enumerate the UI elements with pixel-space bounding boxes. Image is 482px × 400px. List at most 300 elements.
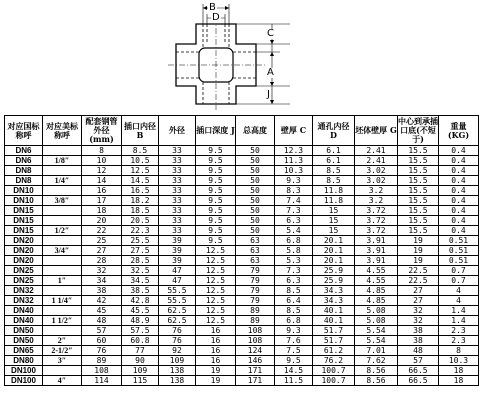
table-cell: 51.7 xyxy=(313,326,355,336)
table-cell xyxy=(43,326,82,336)
table-cell: 20.1 xyxy=(313,246,355,256)
table-cell: 79 xyxy=(236,286,275,296)
table-cell: 8 xyxy=(82,146,122,156)
table-cell: 57 xyxy=(398,356,439,366)
table-row xyxy=(5,236,479,246)
table-cell: 9.5 xyxy=(196,156,236,166)
table-cell: 20.1 xyxy=(313,236,355,246)
table-cell: 79 xyxy=(236,276,275,286)
table-cell: 33 xyxy=(159,226,196,236)
table-row xyxy=(5,216,479,226)
table-cell: 4.55 xyxy=(355,266,398,276)
table-cell: 5.54 xyxy=(355,336,398,346)
table-row xyxy=(5,376,479,386)
table-cell: DN8 xyxy=(5,166,43,176)
table-cell: 1.4 xyxy=(439,306,479,316)
table-cell: 12.5 xyxy=(122,166,159,176)
table-cell: 32 xyxy=(398,316,439,326)
table-cell: 12.5 xyxy=(196,266,236,276)
table-cell: 8.56 xyxy=(355,376,398,386)
table-cell xyxy=(43,366,82,376)
column-header: 外径 xyxy=(159,116,196,146)
table-cell: 45 xyxy=(82,306,122,316)
table-cell: 0.4 xyxy=(439,176,479,186)
table-cell: 1.4 xyxy=(439,316,479,326)
table-cell: 171 xyxy=(236,366,275,376)
table-cell: 0.4 xyxy=(439,166,479,176)
table-cell: 5.54 xyxy=(355,326,398,336)
table-cell: 48 xyxy=(82,316,122,326)
table-cell: DN25 xyxy=(5,266,43,276)
table-cell: 76 xyxy=(159,326,196,336)
table-cell: 12.5 xyxy=(196,296,236,306)
table-cell: 33 xyxy=(159,166,196,176)
table-cell: 18 xyxy=(439,366,479,376)
column-header: 插口内径 B xyxy=(122,116,159,146)
table-cell: 14.5 xyxy=(122,176,159,186)
table-cell: 15.5 xyxy=(398,156,439,166)
table-cell: 50 xyxy=(236,196,275,206)
table-cell: 7.01 xyxy=(355,346,398,356)
table-cell: 66.5 xyxy=(398,376,439,386)
table-cell: 3.72 xyxy=(355,226,398,236)
table-cell: 8.5 xyxy=(313,176,355,186)
table-cell: 9.3 xyxy=(275,176,313,186)
table-cell: 18.2 xyxy=(122,196,159,206)
table-cell: 11.5 xyxy=(275,376,313,386)
column-header: 插口深度 J xyxy=(196,116,236,146)
spec-table xyxy=(4,115,479,386)
table-cell: 19 xyxy=(398,236,439,246)
table-cell: 50 xyxy=(236,146,275,156)
table-cell: 5.4 xyxy=(275,226,313,236)
table-cell: 33 xyxy=(159,216,196,226)
table-cell: 2.3 xyxy=(439,326,479,336)
table-cell: 18 xyxy=(439,376,479,386)
table-cell: DN20 xyxy=(5,236,43,246)
table-cell: 39 xyxy=(159,236,196,246)
table-cell: 9.5 xyxy=(196,166,236,176)
table-cell: DN15 xyxy=(5,226,43,236)
table-cell: 0.51 xyxy=(439,246,479,256)
table-cell: 79 xyxy=(236,296,275,306)
table-cell: DN40 xyxy=(5,316,43,326)
table-cell: 12 xyxy=(82,166,122,176)
table-cell: 89 xyxy=(236,306,275,316)
table-cell: 14.5 xyxy=(275,366,313,376)
table-row xyxy=(5,166,479,176)
table-cell: 108 xyxy=(236,326,275,336)
table-cell: 22.5 xyxy=(398,276,439,286)
table-cell: 8.5 xyxy=(275,286,313,296)
table-row xyxy=(5,366,479,376)
table-cell xyxy=(43,216,82,226)
table-cell: 115 xyxy=(122,376,159,386)
table-cell: 50 xyxy=(236,156,275,166)
table-row xyxy=(5,246,479,256)
table-cell xyxy=(43,266,82,276)
table-row xyxy=(5,256,479,266)
table-row xyxy=(5,296,479,306)
dim-label-d: D xyxy=(212,12,220,23)
dim-label-a: A xyxy=(267,67,274,78)
table-cell: 63 xyxy=(236,236,275,246)
table-cell: DN15 xyxy=(5,216,43,226)
table-cell: 0.4 xyxy=(439,216,479,226)
table-cell: 16 xyxy=(196,346,236,356)
table-cell: DN32 xyxy=(5,296,43,306)
table-cell: 18.5 xyxy=(122,206,159,216)
table-cell: 63 xyxy=(236,246,275,256)
table-cell: 19 xyxy=(398,246,439,256)
table-cell: 4.85 xyxy=(355,286,398,296)
table-cell: 108 xyxy=(82,366,122,376)
table-cell: DN15 xyxy=(5,206,43,216)
table-header-row xyxy=(5,116,479,146)
table-row xyxy=(5,346,479,356)
table-cell: 3.02 xyxy=(355,166,398,176)
table-cell: 15.5 xyxy=(398,186,439,196)
table-cell: DN20 xyxy=(5,256,43,266)
cross-fitting-diagram xyxy=(0,0,482,114)
table-row xyxy=(5,336,479,346)
table-cell: 76.2 xyxy=(313,356,355,366)
table-cell: 33 xyxy=(159,146,196,156)
table-cell: 92 xyxy=(159,346,196,356)
table-cell: 89 xyxy=(236,316,275,326)
table-cell: DN80 xyxy=(5,356,43,366)
table-cell xyxy=(43,306,82,316)
table-cell: 57.5 xyxy=(122,326,159,336)
table-cell: 33 xyxy=(159,206,196,216)
table-cell: 1/8″ xyxy=(43,156,82,166)
table-cell: 3.02 xyxy=(355,176,398,186)
table-cell: 60.8 xyxy=(122,336,159,346)
table-cell: 3.91 xyxy=(355,256,398,266)
table-cell: 16 xyxy=(196,336,236,346)
table-cell: 9.5 xyxy=(196,146,236,156)
column-header: 通孔内径 D xyxy=(313,116,355,146)
table-cell: 1/4″ xyxy=(43,176,82,186)
table-cell: 76 xyxy=(82,346,122,356)
table-cell: 3.72 xyxy=(355,216,398,226)
table-cell: 38.5 xyxy=(122,286,159,296)
dim-label-c: C xyxy=(267,28,274,39)
table-cell: 18 xyxy=(82,206,122,216)
table-cell: 38 xyxy=(398,326,439,336)
table-cell: 12.5 xyxy=(196,286,236,296)
column-header: 总高度 xyxy=(236,116,275,146)
table-cell: 11.3 xyxy=(275,156,313,166)
table-row xyxy=(5,326,479,336)
table-cell: 14 xyxy=(82,176,122,186)
column-header: 对应美标称呼 xyxy=(43,116,82,146)
table-row xyxy=(5,186,479,196)
table-cell: 22 xyxy=(82,226,122,236)
table-cell: 50 xyxy=(236,206,275,216)
table-cell: 8.5 xyxy=(122,146,159,156)
table-cell: 19 xyxy=(196,376,236,386)
table-cell: 45.5 xyxy=(122,306,159,316)
table-cell: 2.41 xyxy=(355,156,398,166)
table-cell: 39 xyxy=(159,256,196,266)
column-header: 重量 (KG) xyxy=(439,116,479,146)
table-cell: 63 xyxy=(236,256,275,266)
table-cell: 15.5 xyxy=(398,166,439,176)
table-cell: 15.5 xyxy=(398,146,439,156)
table-cell: 108 xyxy=(236,336,275,346)
table-cell: 66.5 xyxy=(398,366,439,376)
table-cell: 2.41 xyxy=(355,146,398,156)
table-cell: 100.7 xyxy=(313,366,355,376)
table-cell: 146 xyxy=(236,356,275,366)
table-cell: DN10 xyxy=(5,186,43,196)
table-cell xyxy=(43,146,82,156)
table-cell: 25.9 xyxy=(313,276,355,286)
table-cell: 42 xyxy=(82,296,122,306)
table-cell: 0.51 xyxy=(439,236,479,246)
table-cell: 50 xyxy=(236,166,275,176)
table-cell: 33 xyxy=(159,156,196,166)
table-cell: 60 xyxy=(82,336,122,346)
table-row xyxy=(5,286,479,296)
table-cell: 7.3 xyxy=(275,206,313,216)
table-cell: DN6 xyxy=(5,156,43,166)
table-cell: 9.5 xyxy=(196,176,236,186)
table-cell: 11.8 xyxy=(313,196,355,206)
table-cell: DN8 xyxy=(5,176,43,186)
table-cell: DN65 xyxy=(5,346,43,356)
table-cell: 8.3 xyxy=(275,186,313,196)
table-cell: 3.91 xyxy=(355,246,398,256)
table-cell: 50 xyxy=(236,186,275,196)
table-cell: DN32 xyxy=(5,286,43,296)
table-cell: 6.3 xyxy=(275,276,313,286)
table-cell: 109 xyxy=(122,366,159,376)
table-cell: 0.4 xyxy=(439,156,479,166)
table-row xyxy=(5,206,479,216)
table-cell: 34.3 xyxy=(313,286,355,296)
table-cell: 34 xyxy=(82,276,122,286)
table-cell: 47 xyxy=(159,266,196,276)
table-cell: 28 xyxy=(82,256,122,266)
table-cell: 6.1 xyxy=(313,156,355,166)
table-cell: 9.5 xyxy=(275,356,313,366)
table-cell: 12.5 xyxy=(196,246,236,256)
table-cell: 10.3 xyxy=(439,356,479,366)
table-cell: 16 xyxy=(196,356,236,366)
table-cell: 3.2 xyxy=(355,196,398,206)
table-cell: 0.4 xyxy=(439,206,479,216)
table-cell: 5.08 xyxy=(355,316,398,326)
table-cell: 15 xyxy=(313,216,355,226)
table-cell: 7.3 xyxy=(275,266,313,276)
table-cell: 34.5 xyxy=(122,276,159,286)
table-cell: 89 xyxy=(82,356,122,366)
table-row xyxy=(5,316,479,326)
table-cell: 9.5 xyxy=(196,236,236,246)
table-cell: 4.85 xyxy=(355,296,398,306)
table-cell: 32 xyxy=(82,266,122,276)
table-cell: 11.8 xyxy=(313,186,355,196)
table-cell: 100.7 xyxy=(313,376,355,386)
table-cell: 22.3 xyxy=(122,226,159,236)
table-cell: 62.5 xyxy=(159,316,196,326)
table-cell: 50 xyxy=(236,176,275,186)
table-cell: 19 xyxy=(196,366,236,376)
table-cell: 51.7 xyxy=(313,336,355,346)
table-cell xyxy=(43,206,82,216)
table-cell: 0.7 xyxy=(439,266,479,276)
table-cell: 0.4 xyxy=(439,146,479,156)
table-cell: 25.9 xyxy=(313,266,355,276)
table-cell: 6.8 xyxy=(275,316,313,326)
table-cell xyxy=(43,236,82,246)
table-cell: 3.91 xyxy=(355,236,398,246)
table-row xyxy=(5,146,479,156)
table-cell: DN50 xyxy=(5,336,43,346)
table-cell: 109 xyxy=(159,356,196,366)
table-cell: 1/2″ xyxy=(43,226,82,236)
table-row xyxy=(5,276,479,286)
table-cell: DN20 xyxy=(5,246,43,256)
table-cell: 27 xyxy=(398,296,439,306)
table-cell: 1 1/2″ xyxy=(43,316,82,326)
table-cell: 0.7 xyxy=(439,276,479,286)
table-cell: 10.5 xyxy=(122,156,159,166)
table-cell: 39 xyxy=(159,246,196,256)
table-row xyxy=(5,156,479,166)
table-cell: 20 xyxy=(82,216,122,226)
table-cell: 62.5 xyxy=(159,306,196,316)
table-cell: DN10 xyxy=(5,196,43,206)
table-cell: 9.5 xyxy=(196,186,236,196)
table-body xyxy=(5,146,479,386)
table-cell: 4″ xyxy=(43,376,82,386)
table-cell: 8.5 xyxy=(313,166,355,176)
table-cell: 61.2 xyxy=(313,346,355,356)
table-cell: 47 xyxy=(159,276,196,286)
table-cell: 9.5 xyxy=(196,206,236,216)
table-cell: 171 xyxy=(236,376,275,386)
table-cell: 10 xyxy=(82,156,122,166)
table-cell: 48.9 xyxy=(122,316,159,326)
table-cell: 40.1 xyxy=(313,306,355,316)
table-cell: 3.72 xyxy=(355,206,398,216)
table-cell: 20.1 xyxy=(313,256,355,266)
table-cell: 15.5 xyxy=(398,206,439,216)
table-cell: 6.4 xyxy=(275,296,313,306)
table-cell: 114 xyxy=(82,376,122,386)
table-cell: 7.6 xyxy=(275,336,313,346)
table-cell: 9.3 xyxy=(275,326,313,336)
table-cell: 12.5 xyxy=(196,276,236,286)
column-header: 配套钢管外径(mm) xyxy=(82,116,122,146)
table-cell: 0.4 xyxy=(439,226,479,236)
table-cell: 27 xyxy=(398,286,439,296)
table-cell: 50 xyxy=(236,216,275,226)
table-cell: 5.8 xyxy=(275,246,313,256)
table-cell: 12.3 xyxy=(275,146,313,156)
table-row xyxy=(5,196,479,206)
table-cell xyxy=(43,286,82,296)
table-cell: 12.5 xyxy=(196,316,236,326)
table-cell: 33 xyxy=(159,196,196,206)
table-cell: DN100 xyxy=(5,376,43,386)
table-cell: 8 xyxy=(439,346,479,356)
table-cell: 7.62 xyxy=(355,356,398,366)
table-row xyxy=(5,356,479,366)
table-cell: 5.08 xyxy=(355,306,398,316)
table-cell: 4.55 xyxy=(355,276,398,286)
table-cell: 15 xyxy=(313,226,355,236)
table-cell xyxy=(43,186,82,196)
table-cell: 2″ xyxy=(43,336,82,346)
table-cell: 7.5 xyxy=(275,346,313,356)
table-cell: 15.5 xyxy=(398,196,439,206)
table-cell: 9.5 xyxy=(196,196,236,206)
table-cell: 90 xyxy=(122,356,159,366)
table-cell: 3″ xyxy=(43,356,82,366)
table-cell: 4 xyxy=(439,296,479,306)
table-cell: 42.8 xyxy=(122,296,159,306)
table-cell: 38 xyxy=(398,336,439,346)
table-cell: 138 xyxy=(159,376,196,386)
table-cell: DN25 xyxy=(5,276,43,286)
table-cell: 6.3 xyxy=(275,216,313,226)
table-row xyxy=(5,176,479,186)
column-header: 坯体壁厚 G xyxy=(355,116,398,146)
table-cell: 7.4 xyxy=(275,196,313,206)
table-cell: 124 xyxy=(236,346,275,356)
table-cell: 28.5 xyxy=(122,256,159,266)
dim-label-b: B xyxy=(209,2,216,13)
table-cell: 76 xyxy=(159,336,196,346)
table-cell: 1″ xyxy=(43,276,82,286)
table-cell: 16 xyxy=(82,186,122,196)
table-cell: 5.3 xyxy=(275,256,313,266)
table-row xyxy=(5,266,479,276)
table-cell: 32.5 xyxy=(122,266,159,276)
cross-fitting-drawing xyxy=(0,0,482,114)
table-cell: 6.8 xyxy=(275,236,313,246)
table-cell: DN100 xyxy=(5,366,43,376)
table-cell xyxy=(43,256,82,266)
table-cell: 33 xyxy=(159,186,196,196)
table-cell: 8.5 xyxy=(275,306,313,316)
table-cell xyxy=(43,166,82,176)
table-cell: 15.5 xyxy=(398,216,439,226)
table-cell: 4 xyxy=(439,286,479,296)
table-cell: 20.5 xyxy=(122,216,159,226)
table-cell: 9.5 xyxy=(196,226,236,236)
table-cell: 15.5 xyxy=(398,226,439,236)
table-cell: 1 1/4″ xyxy=(43,296,82,306)
table-cell: 77 xyxy=(122,346,159,356)
right-dimensions xyxy=(236,24,290,104)
table-cell: 40.1 xyxy=(313,316,355,326)
table-cell: 0.4 xyxy=(439,196,479,206)
table-cell: DN40 xyxy=(5,306,43,316)
table-cell: 55.5 xyxy=(159,286,196,296)
table-cell: 2-1/2″ xyxy=(43,346,82,356)
table-cell: 19 xyxy=(398,256,439,266)
table-cell: 138 xyxy=(159,366,196,376)
table-cell: 38 xyxy=(82,286,122,296)
table-cell: DN6 xyxy=(5,146,43,156)
table-cell: 3/8″ xyxy=(43,196,82,206)
table-cell: 6.1 xyxy=(313,146,355,156)
